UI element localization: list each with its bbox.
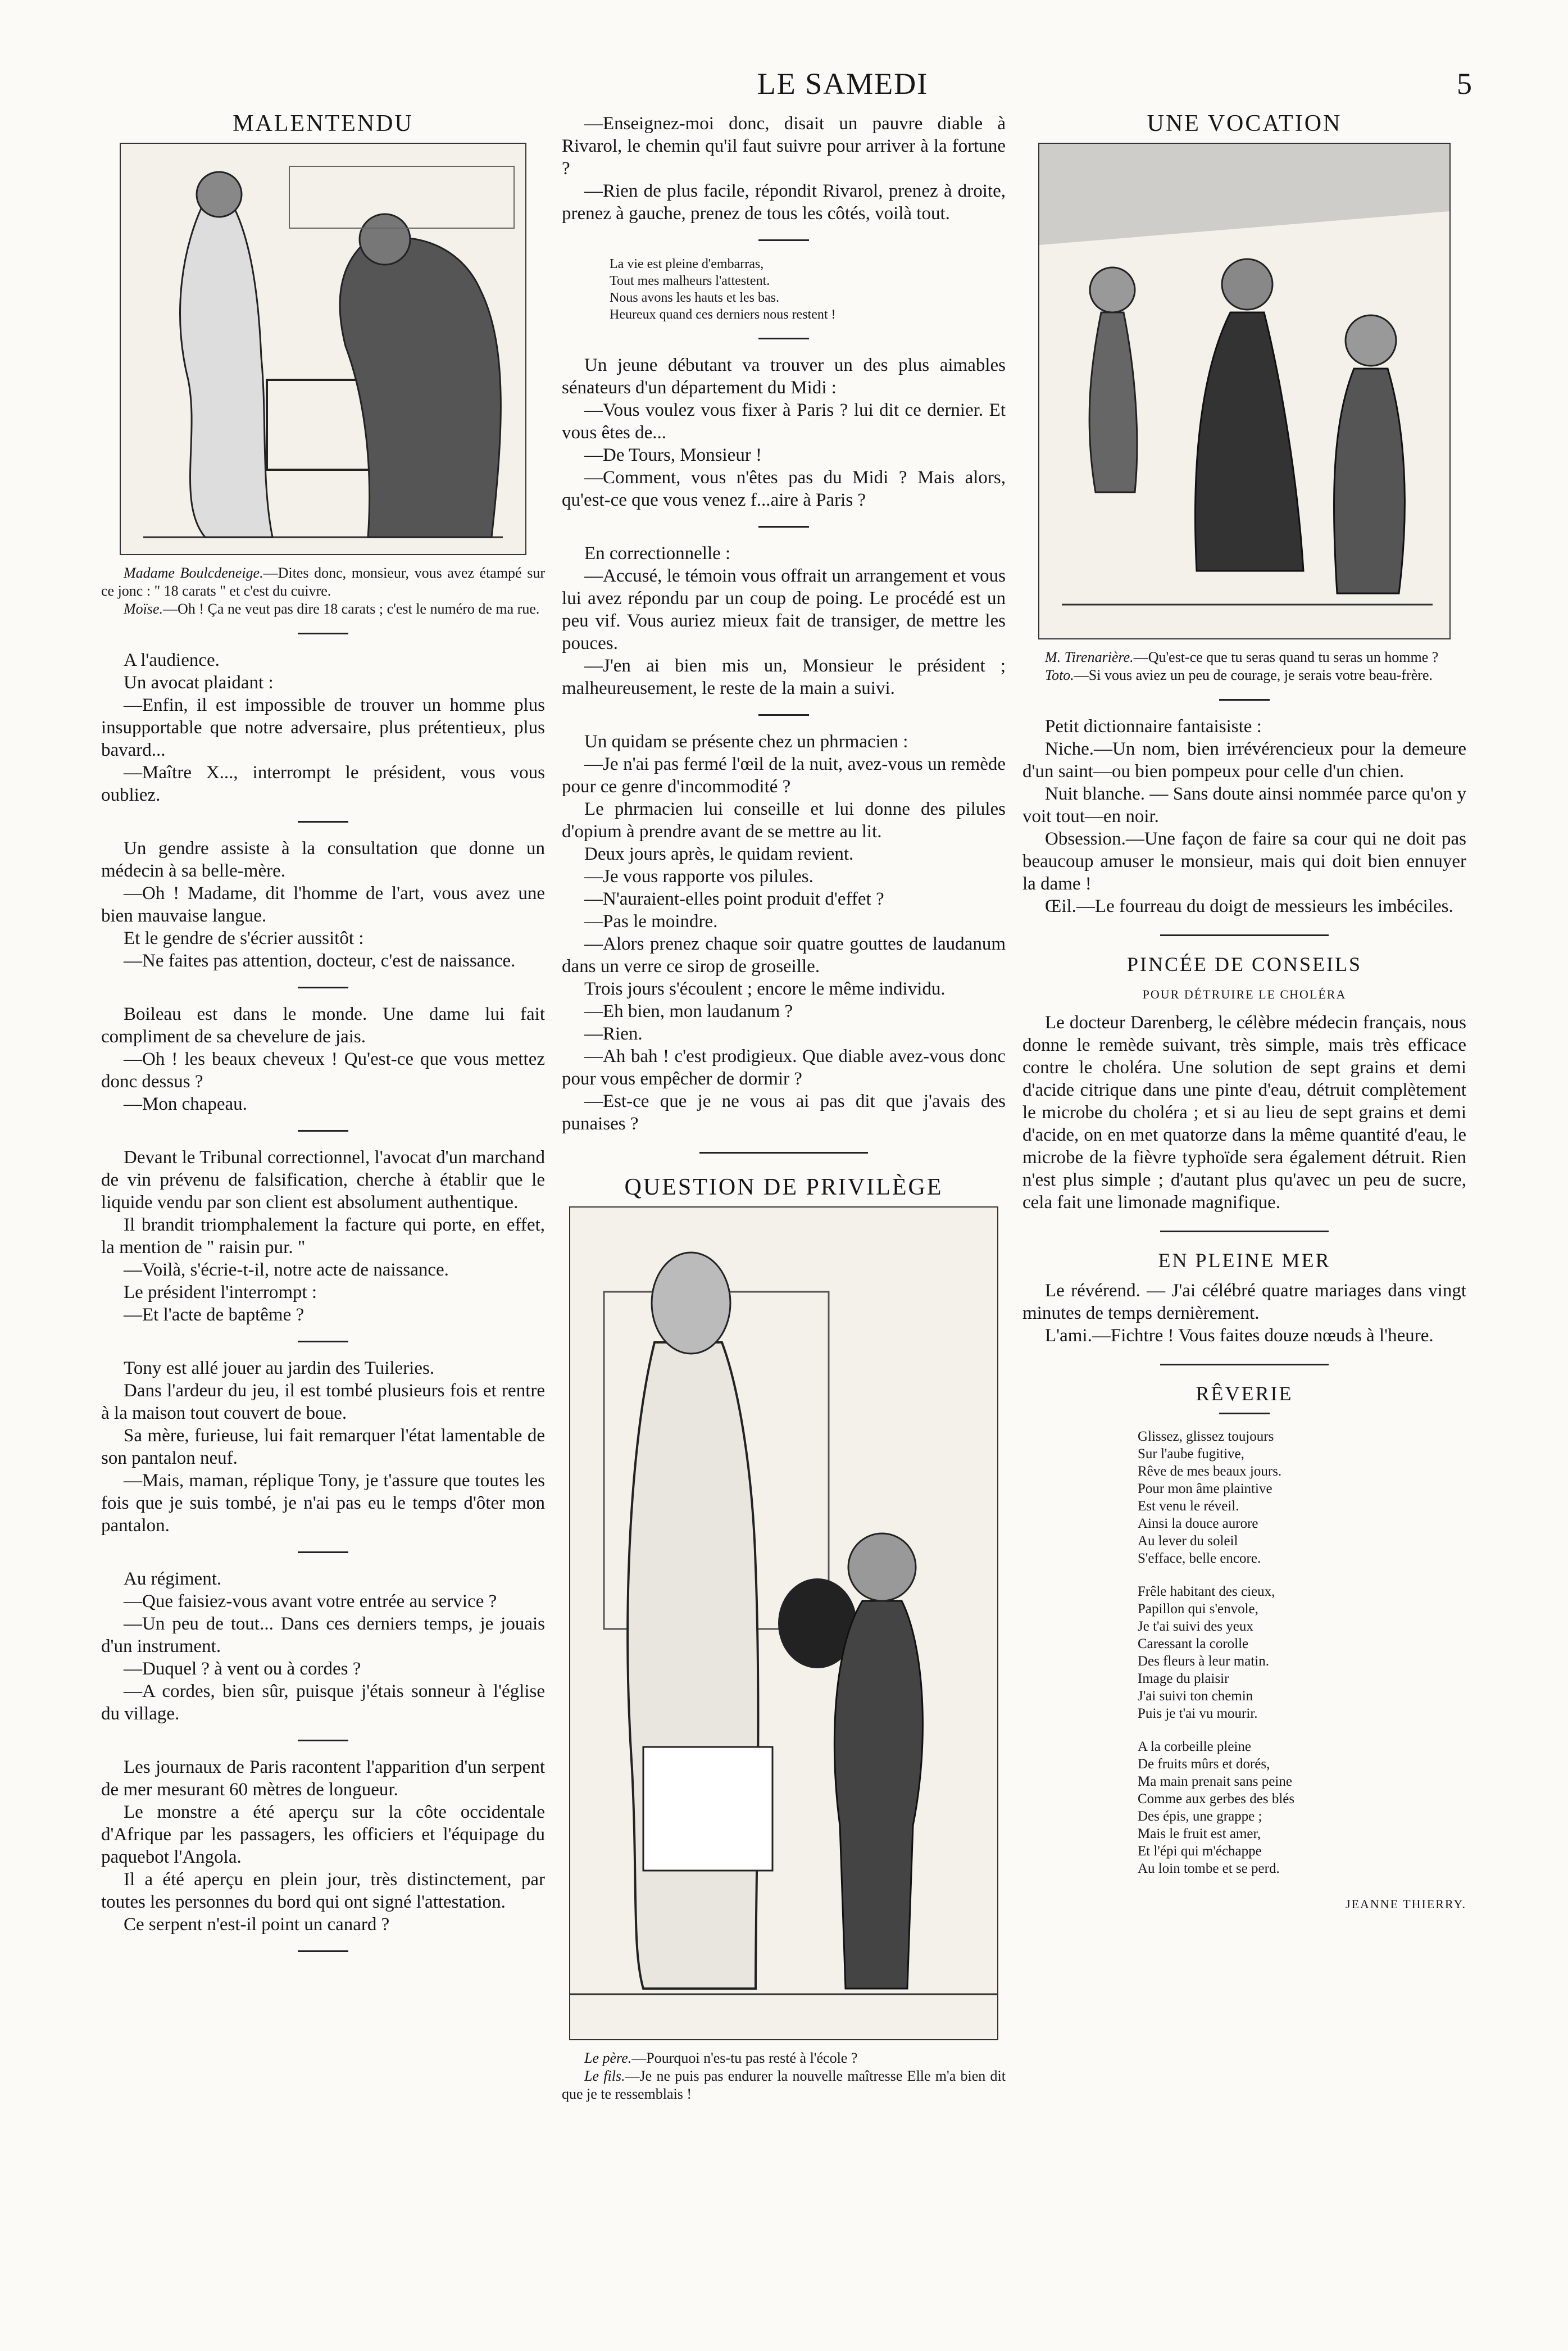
poem-title-reverie: RÊVERIE <box>1196 1382 1293 1405</box>
column-2 <box>562 112 1006 2103</box>
poem-line: Puis je t'ai vu mourir. <box>1138 1706 1258 1721</box>
column-1 <box>101 112 545 1967</box>
dictionary-line: Petit dictionnaire fantaisiste : <box>1045 716 1262 737</box>
column-3 <box>1022 112 1466 1916</box>
page-number: 5 <box>1457 67 1472 101</box>
poem-line: Ma main prenait sans peine <box>1138 1774 1292 1789</box>
illustration-une-vocation <box>1038 143 1451 639</box>
divider <box>758 714 809 716</box>
anecdote-line: —De Tours, Monsieur ! <box>584 445 762 465</box>
anecdote-line: —Et l'acte de baptême ? <box>124 1305 304 1325</box>
anecdote-line: Deux jours après, le quidam revient. <box>584 844 854 864</box>
divider <box>298 987 348 988</box>
caption-line: —Dites donc, monsieur, vous avez étampé sur ce jonc : " 18 carats " et c'est du cuivre. <box>101 565 545 599</box>
article-title-vocation: UNE VOCATION <box>1147 111 1342 137</box>
anecdote-line: —Oh ! Madame, dit l'homme de l'art, vous avez une bien mauvaise langue. <box>101 883 545 926</box>
anecdote-line: En correctionnelle : <box>584 543 731 564</box>
anecdote-line: —Eh bien, mon laudanum ? <box>584 1001 793 1022</box>
poem-reverie <box>1138 1428 1351 1877</box>
pincee-text: Le docteur Darenberg, le célèbre médecin français, nous donne le remède suivant, très simple, mais très efficace contre le choléra. Une solution de sept grains et demi d'acide citrique dans une pinte d'eau, détruit complètement le microbe du choléra ; et si au lieu de sept grains et demi d'acide, on en met quatorze dans la même quantité d'eau, le microbe de la fièvre typhoïde sera également détruit. Rien n'est plus simple ; d'autant plus qu'avec un peu de sucre, cela fait une limonade magnifique. <box>1022 1013 1466 1213</box>
illustration-question-de-privilege <box>569 1206 998 2040</box>
poem-line: Mais le fruit est amer, <box>1138 1826 1261 1841</box>
article-title-pincee: PINCÉE DE CONSEILS <box>1126 953 1362 975</box>
verse-quatrain <box>610 256 958 323</box>
anecdote-line: Sa mère, furieuse, lui fait remarquer l'état lamentable de son pantalon neuf. <box>101 1426 545 1468</box>
divider <box>298 1551 348 1553</box>
anecdote-line: Et le gendre de s'écrier aussitôt : <box>124 928 364 948</box>
page-header <box>213 66 1472 106</box>
anecdote-line: Au régiment. <box>124 1569 222 1589</box>
caption-vocation <box>1022 648 1466 684</box>
anecdote-line: Un quidam se présente chez un phrmacien : <box>584 732 908 752</box>
caption-speaker: Le père. <box>584 2050 632 2066</box>
caption-line: —Si vous aviez un peu de courage, je serais votre beau-frère. <box>1074 667 1433 683</box>
anecdote-line: —Vous voulez vous fixer à Paris ? lui dit ce dernier. Et vous êtes de... <box>562 400 1006 443</box>
anecdote-line: —Accusé, le témoin vous offrait un arrangement et vous lui avez répondu par un coup de poing. Le procédé est un peu vif. Vous auriez mieux fait de transiger, de mettre les pouces. <box>562 566 1006 653</box>
anecdote-line: —Ah bah ! c'est prodigieux. Que diable avez-vous donc pour vous empêcher de dormir ? <box>562 1046 1006 1089</box>
poem-line: Des fleurs à leur matin. <box>1138 1654 1269 1669</box>
caption-speaker: Madame Boulcdeneige. <box>124 565 263 581</box>
anecdote-line: Un gendre assiste à la consultation que donne un médecin à sa belle-mère. <box>101 838 545 881</box>
anecdote-line: —Pas le moindre. <box>584 911 718 932</box>
anecdote-line: Il brandit triomphalement la facture qui porte, en effet, la mention de " raisin pur. " <box>101 1215 545 1258</box>
divider <box>1160 934 1329 936</box>
poem-line: S'efface, belle encore. <box>1138 1551 1261 1566</box>
dictionary-line: Œil.—Le fourreau du doigt de messieurs les imbéciles. <box>1045 896 1453 916</box>
verse-line: Nous avons les hauts et les bas. <box>610 291 779 305</box>
poem-line: A la corbeille pleine <box>1138 1739 1252 1754</box>
poem-stanza <box>1138 1428 1351 1567</box>
anecdote-line: Dans l'ardeur du jeu, il est tombé plusieurs fois et rentre à la maison tout couvert de boue. <box>101 1381 545 1423</box>
poem-line: Rêve de mes beaux jours. <box>1138 1464 1282 1479</box>
divider <box>298 1950 348 1952</box>
poem-stanza <box>1138 1583 1351 1722</box>
caption-speaker: Moïse. <box>124 601 163 617</box>
divider <box>298 1341 348 1342</box>
anecdote-line: —Un peu de tout... Dans ces derniers temps, je jouais d'un instrument. <box>101 1614 545 1656</box>
anecdote-line: Un jeune débutant va trouver un des plus aimables sénateurs d'un département du Midi : <box>562 355 1006 398</box>
article-subtitle-cholera: POUR DÉTRUIRE LE CHOLÉRA <box>1142 987 1347 1001</box>
poem-line: Au loin tombe et se perd. <box>1138 1861 1280 1876</box>
poem-line: Au lever du soleil <box>1138 1533 1238 1549</box>
anecdote-line: —Mon chapeau. <box>124 1094 247 1114</box>
anecdote-line: —Oh ! les beaux cheveux ! Qu'est-ce que vous mettez donc dessus ? <box>101 1049 545 1092</box>
anecdote-line: Un avocat plaidant : <box>124 673 274 693</box>
anecdote-line: Trois jours s'écoulent ; encore le même individu. <box>584 979 946 999</box>
dictionary-line: Niche.—Un nom, bien irrévérencieux pour la demeure d'un saint—ou bien pompeux pour celle d'un chien. <box>1022 739 1466 782</box>
caption-speaker: M. Tirenarière. <box>1045 649 1134 665</box>
poem-line: Je t'ai suivi des yeux <box>1138 1619 1253 1634</box>
anecdote-line: A l'audience. <box>124 650 220 670</box>
verse-line: La vie est pleine d'embarras, <box>610 257 764 271</box>
dictionary-line: Nuit blanche. — Sans doute ainsi nommée parce qu'on y voit tout—en noir. <box>1022 784 1466 827</box>
anecdote-line: —Mais, maman, réplique Tony, je t'assure que toutes les fois que je suis tombé, je n'ai pas eu le temps d'ôter mon pantalon. <box>101 1470 545 1536</box>
anecdote-line: —Enfin, il est impossible de trouver un homme plus insupportable que notre adversaire, plus prétentieux, plus bavard... <box>101 695 545 760</box>
divider <box>758 526 809 528</box>
caption-line: —Pourquoi n'es-tu pas resté à l'école ? <box>631 2050 858 2066</box>
poem-line: Et l'épi qui m'échappe <box>1138 1844 1262 1859</box>
anecdote-line: Les journaux de Paris racontent l'apparition d'un serpent de mer mesurant 60 mètres de longueur. <box>101 1757 545 1800</box>
poem-line: De fruits mûrs et dorés, <box>1138 1757 1270 1772</box>
divider <box>1160 1364 1329 1365</box>
poem-line: Sur l'aube fugitive, <box>1138 1446 1244 1462</box>
poem-line: J'ai suivi ton chemin <box>1138 1689 1253 1704</box>
divider <box>758 338 809 339</box>
anecdote-line: —Est-ce que je ne vous ai pas dit que j'avais des punaises ? <box>562 1091 1006 1134</box>
poem-line: Papillon qui s'envole, <box>1138 1601 1258 1617</box>
caption-line: —Oh ! Ça ne veut pas dire 18 carats ; c'est le numéro de ma rue. <box>163 601 540 617</box>
anecdote-line: —Comment, vous n'êtes pas du Midi ? Mais alors, qu'est-ce que vous venez f...aire à Paris ? <box>562 468 1006 510</box>
caption-speaker: Toto. <box>1045 667 1074 683</box>
anecdote-line: Le phrmacien lui conseille et lui donne des pilules d'opium à prendre avant de se mettre au lit. <box>562 799 1006 842</box>
poem-line: Des épis, une grappe ; <box>1138 1809 1262 1824</box>
anecdote-line: Tony est allé jouer au jardin des Tuileries. <box>124 1358 435 1378</box>
anecdote-line: —Rien de plus facile, répondit Rivarol, prenez à droite, prenez à gauche, prenez de tous les côtés, voilà tout. <box>562 181 1006 224</box>
article-title-question: QUESTION DE PRIVILÈGE <box>624 1174 943 1200</box>
anecdote-line: Devant le Tribunal correctionnel, l'avocat d'un marchand de vin prévenu de falsification, cherche à établir que le liquide vendu par son client est absolument authentique. <box>101 1147 545 1213</box>
caption-question <box>562 2049 1006 2103</box>
poem-line: Est venu le réveil. <box>1138 1499 1239 1514</box>
article-title-pleine-mer: EN PLEINE MER <box>1158 1249 1331 1272</box>
anecdote-line: —J'en ai bien mis un, Monsieur le président ; malheureusement, le reste de la main a suivi. <box>562 656 1006 698</box>
divider <box>298 633 348 634</box>
divider <box>1219 699 1270 701</box>
anecdote-line: Boileau est dans le monde. Une dame lui fait compliment de sa chevelure de jais. <box>101 1004 545 1047</box>
verse-line: Heureux quand ces derniers nous restent ! <box>610 307 836 322</box>
divider <box>298 1740 348 1741</box>
dictionary-line: Obsession.—Une façon de faire sa cour qui ne doit pas beaucoup amuser le monsieur, mais qui doit bien ennuyer la dame ! <box>1022 829 1466 894</box>
poem-line: Glissez, glissez toujours <box>1138 1429 1274 1444</box>
poem-line: Ainsi la douce aurore <box>1138 1516 1258 1531</box>
anecdote-line: —Je n'ai pas fermé l'œil de la nuit, avez-vous un remède pour ce genre d'incommodité ? <box>562 754 1006 797</box>
anecdote-line: —Rien. <box>584 1024 643 1044</box>
anecdote-line: —Alors prenez chaque soir quatre gouttes de laudanum dans un verre ce sirop de groseille. <box>562 934 1006 977</box>
divider <box>298 1130 348 1132</box>
anecdote-line: L'ami.—Fichtre ! Vous faites douze nœuds à l'heure. <box>1045 1326 1434 1346</box>
newspaper-title: LE SAMEDI <box>757 67 929 101</box>
anecdote-line: —Voilà, s'écrie-t-il, notre acte de naissance. <box>124 1260 449 1280</box>
article-title-malentendu: MALENTENDU <box>233 111 413 137</box>
poem-signature: JEANNE THIERRY. <box>1346 1897 1466 1911</box>
illustration-malentendu <box>120 143 526 555</box>
caption-line: —Qu'est-ce que tu seras quand tu seras un homme ? <box>1133 649 1439 665</box>
anecdote-line: —N'auraient-elles point produit d'effet ? <box>584 889 884 909</box>
anecdote-line: Il a été aperçu en plein jour, très distinctement, par toutes les personnes du bord qui ont signé l'attestation. <box>101 1869 545 1912</box>
poem-line: Frêle habitant des cieux, <box>1138 1584 1275 1599</box>
poem-line: Comme aux gerbes des blés <box>1138 1791 1295 1807</box>
anecdote-line: Le révérend. — J'ai célébré quatre mariages dans vingt minutes de temps dernièrement. <box>1022 1281 1466 1323</box>
anecdote-line: —Duquel ? à vent ou à cordes ? <box>124 1659 361 1679</box>
poem-line: Image du plaisir <box>1138 1671 1229 1686</box>
caption-line: —Je ne puis pas endurer la nouvelle maîtresse Elle m'a bien dit que je te ressemblais ! <box>562 2068 1006 2102</box>
poem-line: Pour mon âme plaintive <box>1138 1481 1272 1496</box>
anecdote-line: —Ne faites pas attention, docteur, c'est de naissance. <box>124 951 516 971</box>
anecdote-line: —Que faisiez-vous avant votre entrée au service ? <box>124 1591 497 1612</box>
divider <box>298 821 348 823</box>
anecdote-line: —Enseignez-moi donc, disait un pauvre diable à Rivarol, le chemin qu'il faut suivre pour arriver à la fortune ? <box>562 114 1006 179</box>
anecdote-line: Le monstre a été aperçu sur la côte occidentale d'Afrique par les passagers, les officiers et l'équipage du paquebot l'Angola. <box>101 1802 545 1867</box>
verse-line: Tout mes malheurs l'attestent. <box>610 274 770 288</box>
divider <box>699 1152 868 1154</box>
caption-speaker: Le fils. <box>584 2068 625 2084</box>
anecdote-line: —Maître X..., interrompt le président, vous vous oubliez. <box>101 763 545 805</box>
anecdote-line: —A cordes, bien sûr, puisque j'étais sonneur à l'église du village. <box>101 1681 545 1724</box>
divider <box>758 239 809 241</box>
divider <box>1219 1413 1270 1414</box>
poem-stanza <box>1138 1738 1351 1877</box>
anecdote-line: Ce serpent n'est-il point un canard ? <box>124 1914 390 1935</box>
divider <box>1160 1231 1329 1232</box>
caption-malentendu <box>101 564 545 618</box>
anecdote-line: Le président l'interrompt : <box>124 1282 317 1302</box>
poem-line: Caressant la corolle <box>1138 1636 1249 1651</box>
anecdote-line: —Je vous rapporte vos pilules. <box>584 866 813 887</box>
